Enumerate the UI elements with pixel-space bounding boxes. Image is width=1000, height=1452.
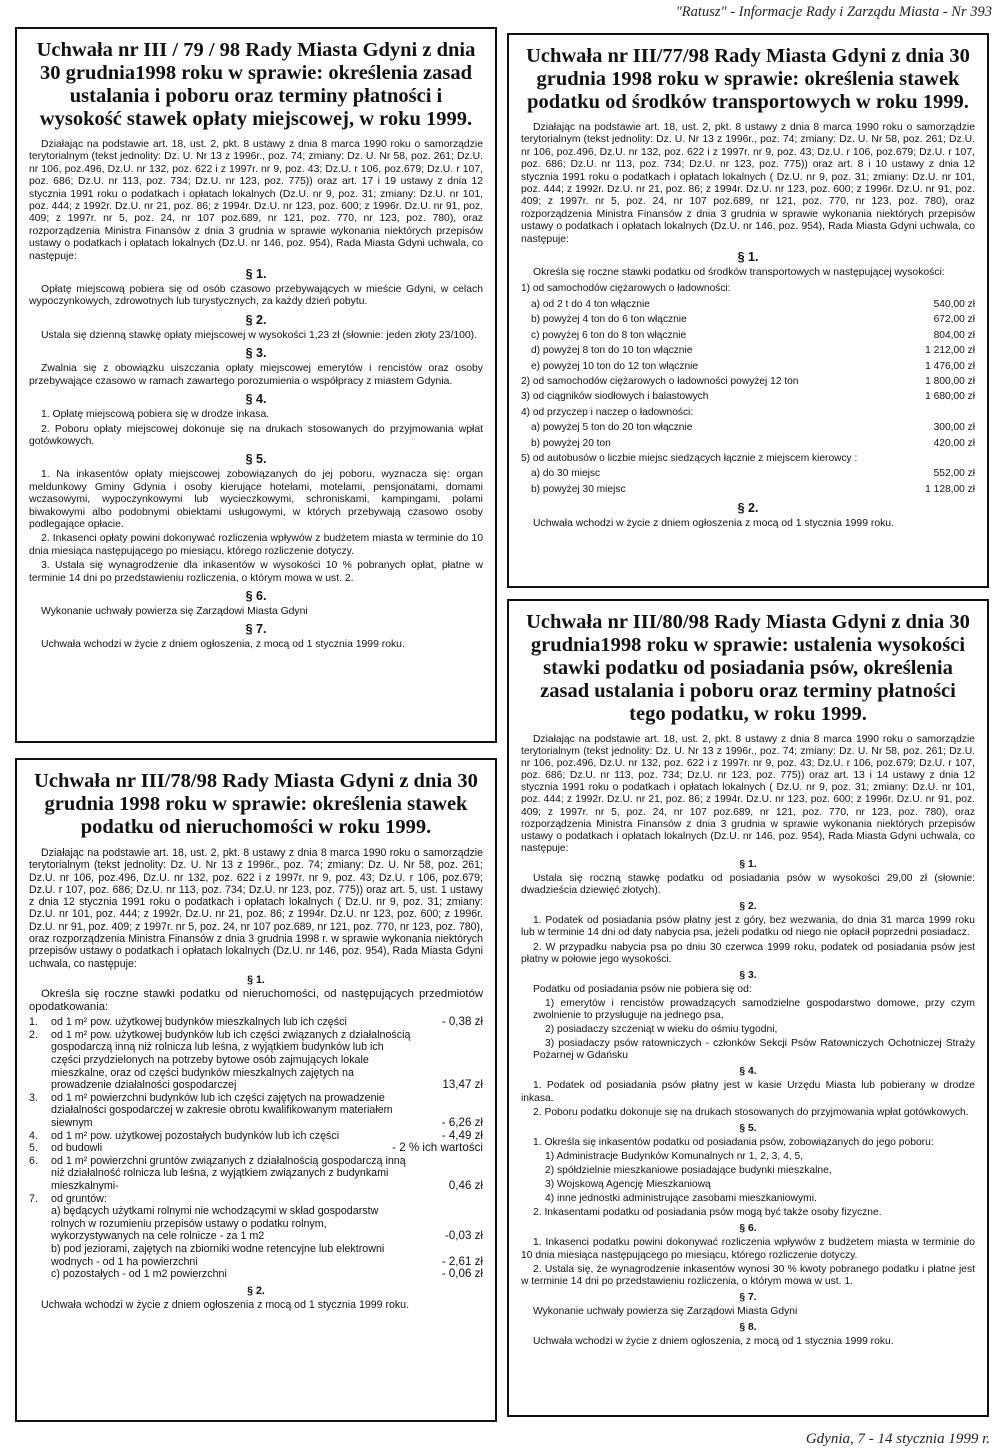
resolution-80 [507, 599, 989, 1417]
tax-item: 1. od 1 m² pow. użytkowej budynków mieszkalnych lub ich części - 0,38 zł [29, 1015, 483, 1029]
paragraph-text: 1. Określa się inkasentów podatku od posiadania psów, zobowiązanych do jego poboru: [533, 1136, 934, 1148]
paragraph-mark: § 6. [245, 588, 267, 603]
paragraph-mark: § 2. [245, 312, 267, 327]
paragraph-text: Zwalnia się z obowiązku uiszczania opłaty miejscowej emerytów i rencistów oraz osoby przebywające czasowo w ramach zawartego porozumienia o współpracy z miastem Gdynia. [29, 363, 483, 387]
paragraph-mark: § 7. [245, 622, 267, 637]
resolution-77-title: Uchwała nr III/77/98 Rady Miasta Gdyni z dnia 30 grudnia 1998 roku w sprawie: określenia stawek podatku od środków transportowych w roku 1999. [526, 45, 970, 113]
paragraph-text: 3. Ustala się wynagrodzenie dla inkasentów w wysokości 10 % pobranych opłat, płatne w terminie 14 dni po przedstawieniu rozliczenia, o którym mowa w ust. 2. [29, 560, 483, 584]
paragraph-mark: § 1. [247, 973, 265, 986]
paragraph-mark: § 3. [245, 346, 267, 361]
paragraph-text: 1. Opłatę miejscową pobiera się w drodze inkasa. [41, 409, 270, 421]
resolution-80-intro: Działając na podstawie art. 18, ust. 2, pkt. 8 ustawy z dnia 8 marca 1990 roku o samorządzie terytorialnym (tekst jednolity: Dz. U. Nr 13 z 1996r., poz. 74; zmiany: Dz. U. Nr 58, poz. 261; Dz.U. nr 106, poz.496, Dz.U. nr 132, poz. 622 i z 1997r. nr 9, poz. 43; Dz.U. r 106, poz.679; Dz.U. r 107, poz. 686; Dz.U. nr 113, poz. 734; Dz.U. nr 123, poz. 775)) oraz art. 13 i 14 ustawy z dnia 12 stycznia 1991 roku o podatkach i opłatach lokalnych ( Dz.U. nr 9, poz. 31; zmiany: Dz.U. nr 101, poz. 444; z 1992r. Dz.U. nr 21, poz. 86; z 1994r. Dz.U. nr 123, poz. 600; z 1996r. Dz.U. nr 91, poz. 409; z 1997r. nr 5, poz. 24, nr 107 poz.689, nr 121, poz. 770, nr 123, poz. 780), oraz rozporządzenia Ministra Finansów z dnia 3 grudnia w sprawie wykonania niektórych przepisów ustawy o podatkach i opłatach lokalnych (Dz.U. nr 146, poz. 954), Rada Miasta Gdyni uchwala, co następuje: [521, 734, 975, 854]
tax-item: 6. od 1 m² powierzchni gruntów związanych z działalnością gospodarczą inną niż działalność rolnicza lub leśna, z wyjątkiem związanych z budynkami mieszkalnymi- 0,46 zł [29, 1154, 483, 1192]
paragraph-mark: § 4. [245, 392, 267, 407]
resolution-79-intro: Działając na podstawie art. 18, ust. 2, pkt. 8 ustawy z dnia 8 marca 1990 roku o samorządzie terytorialnym (tekst jednolity: Dz. U. Nr 13 z 1996r., poz. 74; zmiany: Dz. U. Nr 58, poz. 261; Dz.U. nr 106, poz.496, Dz.U. nr 132, poz. 622 i z 1997r. nr 9, poz. 43; Dz.U. r 106, poz.679; Dz.U. r 107, poz. 686; Dz.U. nr 113, poz. 734; Dz.U. nr 123, poz. 775)) oraz art. 17 i 19 ustawy z dnia 12 stycznia 1991 roku o podatkach i opłatach lokalnych (Dz.U. nr 9, poz. 31; zmiany: Dz.U. nr 101, poz. 444; z 1992r. Dz.U. nr 21, poz. 86; z 1994r. Dz.U. nr 123, poz. 600; z 1996r. Dz.U. nr 91, poz. 409; z 1997r. nr 5, poz. 24, nr 107 poz.689, nr 121, poz. 770, nr 123, poz. 780), oraz rozporządzenia Ministra Finansów z dnia 3 grudnia w sprawie wykonania niektórych przepisów ustawy o podatkach i opłatach lokalnych (Dz.U. nr 146, poz. 954), Rada Miasta Gdyni uchwala, co następuje: [29, 139, 483, 262]
paragraph-text: Określa się roczne stawki podatku od środków transportowych w następującej wysokości: [533, 267, 945, 279]
list-item: 4) inne jednostki administrujące zasobami mieszkaniowymi. [545, 1193, 817, 1205]
resolution-78 [15, 758, 497, 1422]
paragraph-mark: § 5. [245, 452, 267, 467]
rate-group-heading: 4) od przyczep i naczep o ładowności: [521, 406, 694, 418]
resolution-78-title: Uchwała nr III/78/98 Rady Miasta Gdyni z dnia 30 grudnia 1998 roku w sprawie: określenia stawek podatku od nieruchomości w roku 1999. [34, 770, 478, 838]
rate-row: b) powyżej 20 ton 420,00 zł [531, 437, 975, 449]
paragraph-text: 2. Inkasentami podatku od posiadania psów mogą być także osoby fizyczne. [533, 1207, 882, 1219]
paragraph-text: 2. Ustala się, że wynagrodzenie inkasentów wynosi 30 % kwoty pobranego podatku i płatne jest w terminie 14 dni po przedstawieniu rozliczenia, o którym mowa w ust. 1. [521, 1263, 975, 1287]
list-item: 1) Administracje Budynków Komunalnych nr 1, 2, 3, 4, 5, [545, 1150, 804, 1162]
page-header: "Ratusz" - Informacje Rady i Zarządu Miasta - Nr 393 [675, 4, 992, 20]
tax-item: 2. od 1 m² pow. użytkowej budynków lub ich części związanych z działalnością gospodarczą inną niż rolnicza lub leśna, z wyjątkiem budynków lub ich części przydzielonych na potrzeby bytowe osób zajmujących lokale mieszkalne, oraz od części budynków mieszkalnych zajętych na prowadzenie działalności gospodarczej 13,47 zł [29, 1028, 483, 1092]
tax-item: 7. od gruntów: [29, 1192, 107, 1205]
rate-row: e) powyżej 10 ton do 12 ton włącznie 1 476,00 zł [531, 360, 975, 372]
paragraph-mark: § 1. [737, 250, 759, 265]
paragraph-text: Uchwała wchodzi w życie z dniem ogłoszenia, z mocą od 1 stycznia 1999 roku. [533, 1336, 894, 1348]
paragraph-text: Uchwała wchodzi w życie z dniem ogłoszenia z mocą od 1 stycznia 1999 roku. [41, 1299, 410, 1312]
tax-item: 5. od budowli - 2 % ich wartości [29, 1141, 483, 1155]
paragraph-text: Ustala się roczną stawkę podatku od posiadania psów w wysokości 29,00 zł (słownie: dwadzieścia dziewięć złotych). [521, 873, 975, 897]
resolution-78-intro: Działając na podstawie art. 18, ust. 2, pkt. 8 ustawy z dnia 8 marca 1990 roku o samorządzie terytorialnym (tekst jednolity: Dz. U. Nr 13 z 1996r., poz. 74; zmiany: Dz. U. Nr 58, poz. 261; Dz.U. nr 106, poz.496, Dz.U. nr 132, poz. 622 i z 1997r. nr 9, poz. 43; Dz.U. r 106, poz.679; Dz.U. r 107, poz. 686; Dz.U. nr 113, poz. 734; Dz.U. nr 123, poz. 775)) oraz art. 5, ust. 1 ustawy z dnia 12 stycznia 1991 roku o podatkach i opłatach lokalnych ( Dz.U. nr 9, poz. 31; zmiany: Dz.U. nr 101, poz. 444; z 1992r. Dz.U. nr 21, poz. 86; z 1994r. Dz.U. nr 123, poz. 600; z 1996r. Dz.U. nr 91, poz. 409; z 1997r. nr 5, poz. 24, nr 107 poz.689, nr 121, poz. 770, nr 123, poz. 780), oraz rozporządzenia Ministra Finansów z dnia 3 grudnia 1998 r. w sprawie wykonania niektórych przepisów ustawy o podatkach i opłatach lokalnych (Dz.U. nr 146, poz. 954), Rada Miasta Gdyni uchwala, co następuje: [29, 847, 483, 970]
paragraph-text: Uchwała wchodzi w życie z dniem ogłoszenia, z mocą od 1 stycznia 1999 roku. [41, 639, 405, 651]
tax-item: 3. od 1 m² powierzchni budynków lub ich części zajętych na prowadzenie działalności gospodarczej w zakresie obrotu kwalifikowanym materiałem siewnym - 6,26 zł [29, 1091, 483, 1130]
tax-subitem: a) będących użytkami rolnymi nie wchodzącymi w skład gospodarstw rolnych w rozumieniu przepisów ustawy o podatku rolnym, wykorzystywanych na cele rolnicze - za 1 m2 -0,03 zł [51, 1205, 483, 1243]
paragraph-text: Opłatę miejscową pobiera się od osób czasowo przebywających w mieście Gdyni, w celach wypoczynkowych, zdrowotnych lub turystycznych, za każdy dzień pobytu. [29, 284, 483, 308]
list-item: 2) posiadaczy szczeniąt w wieku do ośmiu tygodni, [545, 1024, 778, 1036]
rate-row: a) powyżej 5 ton do 20 ton włącznie 300,00 zł [531, 422, 975, 434]
paragraph-mark: § 1. [739, 858, 757, 870]
rate-row: a) do 30 miejsc 552,00 zł [531, 468, 975, 480]
list-item: 3) posiadaczy psów ratowniczych - członków Sekcji Psów Ratowniczych Ochotniczej Straży Pożarnej w Gdańsku [533, 1038, 975, 1062]
paragraph-text: Podatku od posiadania psów nie pobiera się od: [533, 983, 752, 995]
rate-row: b) powyżej 4 ton do 6 ton włącznie 672,00 zł [531, 314, 975, 326]
rate-row: b) powyżej 30 miejsc 1 128,00 zł [531, 483, 975, 495]
rate-row: c) powyżej 6 ton do 8 ton włącznie 804,00 zł [531, 329, 975, 341]
rate-row: a) od 2 t do 4 ton włącznie 540,00 zł [531, 298, 975, 310]
paragraph-mark: § 6. [739, 1223, 757, 1235]
paragraph-mark: § 5. [739, 1122, 757, 1134]
tax-subitem: b) pod jeziorami, zajętych na zbiorniki wodne retencyjne lub elektrowni wodnych - od 1 ha powierzchni - 2,61 zł [51, 1242, 483, 1268]
resolution-79 [15, 27, 497, 743]
paragraph-text: Uchwała wchodzi w życie z dniem ogłoszenia z mocą od 1 stycznia 1999 roku. [533, 518, 894, 530]
paragraph-text: 1. Podatek od posiadania psów płatny jest z góry, bez wezwania, do dnia 31 marca 1999 roku lub w terminie 14 dni od daty nabycia psa, jeżeli podatku od niego nie opłacił poprzedni posiadacz. [521, 915, 975, 939]
list-item: 2) spółdzielnie mieszkaniowe posiadające budynki mieszkalne, [545, 1165, 832, 1176]
resolution-77-intro: Działając na podstawie art. 18, ust. 2, pkt. 8 ustawy z dnia 8 marca 1990 roku o samorządzie terytorialnym (tekst jednolity: Dz. U. Nr 13 z 1996r., poz. 74; zmiany: Dz. U. Nr 58, poz. 261; Dz.U. nr 106, poz.496, Dz.U. nr 132, poz. 622 i z 1997r. nr 9, poz. 43; Dz.U. r 106, poz.679; Dz.U. r 107, poz. 686; Dz.U. nr 113, poz. 734; Dz.U. nr 123, poz. 775)) oraz art. 8 i 10 ustawy z dnia 12 stycznia 1991 roku o podatkach i opłatach lokalnych ( Dz.U. nr 9, poz. 31; zmiany: Dz.U. nr 101, poz. 444; z 1992r. Dz.U. nr 21, poz. 86; z 1994r. Dz.U. nr 123, poz. 600; z 1996r. Dz.U. nr 91, poz. 409; z 1997r. nr 5, poz. 24, nr 107 poz.689, nr 121, poz. 770, nr 123, poz. 780), oraz rozporządzenia Ministra Finansów z dnia 3 grudnia w sprawie wykonania niektórych przepisów ustawy o podatkach i opłatach lokalnych (Dz.U. nr 146, poz. 954), Rada Miasta Gdyni uchwala, co następuje: [521, 122, 975, 245]
resolution-77 [507, 33, 989, 588]
paragraph-text: Określa się roczne stawki podatku od nieruchomości, od następujących przedmiotów opodatkowania: [29, 988, 483, 1014]
paragraph-mark: § 2. [737, 501, 759, 516]
rate-group-heading: 1) od samochodów ciężarowych o ładowności: [521, 283, 731, 295]
paragraph-text: Wykonanie uchwały powierza się Zarządowi Miasta Gdyni [533, 1305, 798, 1317]
rate-group-heading: 5) od autobusów o liczbie miejsc siedzących łącznie z miejscem kierowcy : [521, 452, 858, 464]
paragraph-text: 2. Poboru opłaty miejscowej dokonuje się na drukach stosowanych do przyjmowania wpłat gotówkowych. [29, 423, 483, 447]
paragraph-mark: § 8. [739, 1322, 757, 1334]
paragraph-mark: § 3. [739, 969, 757, 981]
tax-item: 4. od 1 m² pow. użytkowej pozostałych budynków lub ich części - 4,49 zł [29, 1128, 483, 1142]
rate-row: 3) od ciągników siodłowych i balastowych 1 680,00 zł [521, 391, 975, 403]
tax-subitem: c) pozostałych - od 1 m2 powierzchni - 0,06 zł [51, 1267, 483, 1281]
paragraph-mark: § 4. [739, 1066, 757, 1078]
paragraph-text: 2. W przypadku nabycia psa po dniu 30 czerwca 1999 roku, podatek od posiadania psów jest płatny w połowie jego wysokości. [521, 941, 975, 965]
list-item: 1) emerytów i rencistów prowadzących samodzielne gospodarstwo domowe, przy czym zwolnienie to przysługuje na jednego psa, [533, 997, 975, 1021]
list-item: 3) Wojskową Agencję Mieszkaniową [545, 1179, 711, 1191]
paragraph-text: 1. Na inkasentów opłaty miejscowej zobowiązanych do jej poboru, wyznacza się: organ meldunkowy Gminy Gdynia i osoby kierujące hotelami, motelami, pensjonatami, domami wczasowymi, wypoczynkowymi lub wycieczkowymi, schroniskami, kampingami, polami biwakowymi albo podobnymi obiektami usługowymi, w których przebywają czasowo osoby podlegające opłacie. [29, 469, 483, 530]
paragraph-text: Ustala się dzienną stawkę opłaty miejscowej w wysokości 1,23 zł (słownie: jeden złoty 23/100). [41, 329, 478, 341]
resolution-80-title: Uchwała nr III/80/98 Rady Miasta Gdyni z dnia 30 grudnia1998 roku w sprawie: ustalenia wysokości stawki podatku od posiadania psów, określenia zasad ustalania i poboru oraz terminy płatności tego podatku, w roku 1999. [526, 611, 970, 725]
paragraph-text: 1. Podatek od posiadania psów płatny jest w kasie Urzędu Miasta lub pobierany w drodze inkasa. [521, 1080, 975, 1104]
paragraph-text: 2. Poboru podatku dokonuje się na drukach stosowanych do przyjmowania wpłat gotówkowych. [533, 1106, 969, 1118]
page-footer: Gdynia, 7 - 14 stycznia 1999 r. [805, 1431, 990, 1447]
rate-row: d) powyżej 8 ton do 10 ton włącznie 1 212,00 zł [531, 345, 975, 357]
rate-row: 2) od samochodów ciężarowych o ładowności powyżej 12 ton 1 800,00 zł [521, 375, 975, 387]
paragraph-mark: § 2. [247, 1284, 265, 1297]
paragraph-mark: § 7. [739, 1291, 757, 1303]
paragraph-mark: § 2. [739, 901, 757, 913]
paragraph-mark: § 1. [245, 267, 267, 282]
paragraph-text: Wykonanie uchwały powierza się Zarządowi Miasta Gdyni [41, 605, 308, 617]
resolution-79-title: Uchwała nr III / 79 / 98 Rady Miasta Gdyni z dnia 30 grudnia1998 roku w sprawie: określenia zasad ustalania i poboru oraz terminy płatności i wysokość stawek opłaty miejscowej, w roku 1999. [36, 39, 476, 130]
paragraph-text: 1. Inkasenci podatku powini dokonywać rozliczenia wpływów z budżetem miasta w terminie do 10 dnia miesiąca następującego po miesiącu, którego rozliczenie dotyczy. [521, 1237, 975, 1261]
paragraph-text: 2. Inkasenci opłaty powini dokonywać rozliczenia wpływów z budżetem miasta w terminie do 10 dnia miesiąca następującego po miesiącu, którego rozliczenie dotyczy. [29, 533, 483, 557]
